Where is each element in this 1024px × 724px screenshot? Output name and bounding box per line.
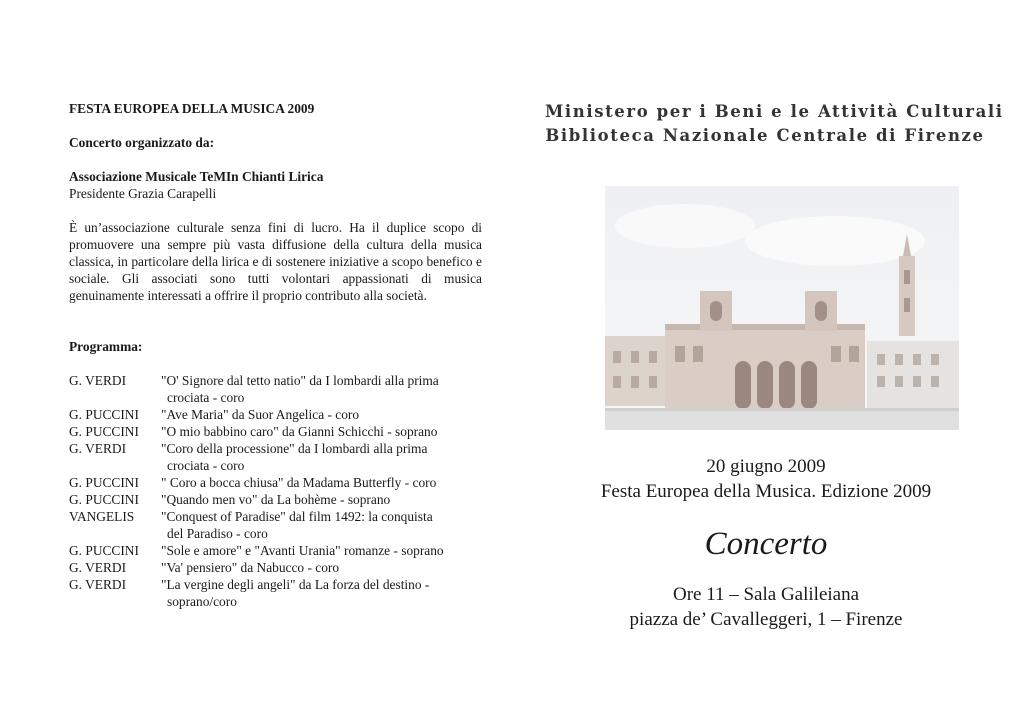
program-row — [69, 576, 482, 610]
president: Presidente Grazia Carapelli — [69, 186, 217, 201]
program-composer: G. PUCCINI — [69, 492, 139, 507]
program-piece-continuation: soprano/coro — [167, 594, 237, 609]
program-piece-continuation: del Paradiso - coro — [167, 526, 268, 541]
program-row — [69, 406, 482, 423]
program-composer: G. PUCCINI — [69, 543, 139, 558]
right-panel — [545, 100, 1004, 148]
event-time-place: Ore 11 – Sala Galileiana — [672, 584, 860, 605]
program-piece: "Coro della processione" da I lombardi alla prima — [161, 441, 428, 456]
program-piece: "O mio babbino caro" da Gianni Schicchi - soprano — [161, 424, 438, 439]
program-composer: G. VERDI — [69, 560, 127, 575]
event-address: piazza de’ Cavalleggeri, 1 – Firenze — [629, 609, 903, 630]
program-row — [69, 491, 482, 508]
organized-by: Concerto organizzato da: — [69, 135, 215, 150]
ministry-line-1: Ministero per i Beni e le Attività Culturali — [545, 102, 1004, 121]
program-piece: "Quando men vo" da La bohème - soprano — [161, 492, 391, 507]
program-row — [69, 440, 482, 474]
program-piece: "Va' pensiero" da Nabucco - coro — [161, 560, 340, 575]
program-piece: " Coro a bocca chiusa" da Madama Butterfly - coro — [161, 475, 437, 490]
program-piece-wrap — [161, 474, 482, 491]
program-piece-wrap — [161, 576, 482, 610]
program-composer: G. PUCCINI — [69, 407, 139, 422]
program-composer: G. PUCCINI — [69, 424, 139, 439]
program-row — [69, 474, 482, 491]
program-piece-wrap — [161, 508, 482, 542]
event-title: Concerto — [704, 526, 828, 562]
program-list — [69, 372, 482, 610]
program-piece-wrap — [161, 542, 482, 559]
program-piece: "Ave Maria" da Suor Angelica - coro — [161, 407, 360, 422]
program-composer: VANGELIS — [69, 509, 135, 524]
library-building-photo — [605, 186, 959, 430]
program-row — [69, 542, 482, 559]
program-composer: G. VERDI — [69, 577, 127, 592]
festival-title: FESTA EUROPEA DELLA MUSICA 2009 — [69, 101, 315, 116]
program-piece-continuation: crociata - coro — [167, 390, 245, 405]
festival-edition: Festa Europea della Musica. Edizione 2009 — [600, 481, 932, 502]
program-composer: G. VERDI — [69, 441, 127, 456]
left-panel — [69, 100, 482, 610]
program-piece: "La vergine degli angeli" da La forza del destino - — [161, 577, 430, 592]
event-info — [545, 454, 987, 632]
program-row — [69, 508, 482, 542]
program-row — [69, 372, 482, 406]
program-row — [69, 423, 482, 440]
program-piece-wrap — [161, 440, 482, 474]
ministry-line-2: Biblioteca Nazionale Centrale di Firenze — [545, 126, 985, 145]
program-piece-wrap — [161, 372, 482, 406]
program-composer: G. PUCCINI — [69, 475, 139, 490]
event-date: 20 giugno 2009 — [706, 456, 826, 477]
program-piece-wrap — [161, 559, 482, 576]
association-name: Associazione Musicale TeMIn Chianti Lirica — [69, 169, 324, 184]
program-heading: Programma: — [69, 339, 143, 354]
program-piece-wrap — [161, 491, 482, 508]
program-piece-wrap — [161, 423, 482, 440]
program-piece-wrap — [161, 406, 482, 423]
program-piece: "O' Signore dal tetto natio" da I lombardi alla prima — [161, 373, 439, 388]
program-row — [69, 559, 482, 576]
association-description: È un’associazione culturale senza fini di lucro. Ha il duplice scopo di promuovere una sempre più vasta diffusione della cultura della musica classica, in particolare della lirica e di sostenere iniziative a scopo benefico e sociale. Gli associati sono tutti volontari appassionati di musica genuinamente interessati a offrire il proprio contributo alla società. — [69, 220, 482, 303]
program-piece-continuation: crociata - coro — [167, 458, 245, 473]
program-composer: G. VERDI — [69, 373, 127, 388]
program-piece: "Sole e amore" e "Avanti Urania" romanze - soprano — [161, 543, 444, 558]
program-piece: "Conquest of Paradise" dal film 1492: la conquista — [161, 509, 433, 524]
